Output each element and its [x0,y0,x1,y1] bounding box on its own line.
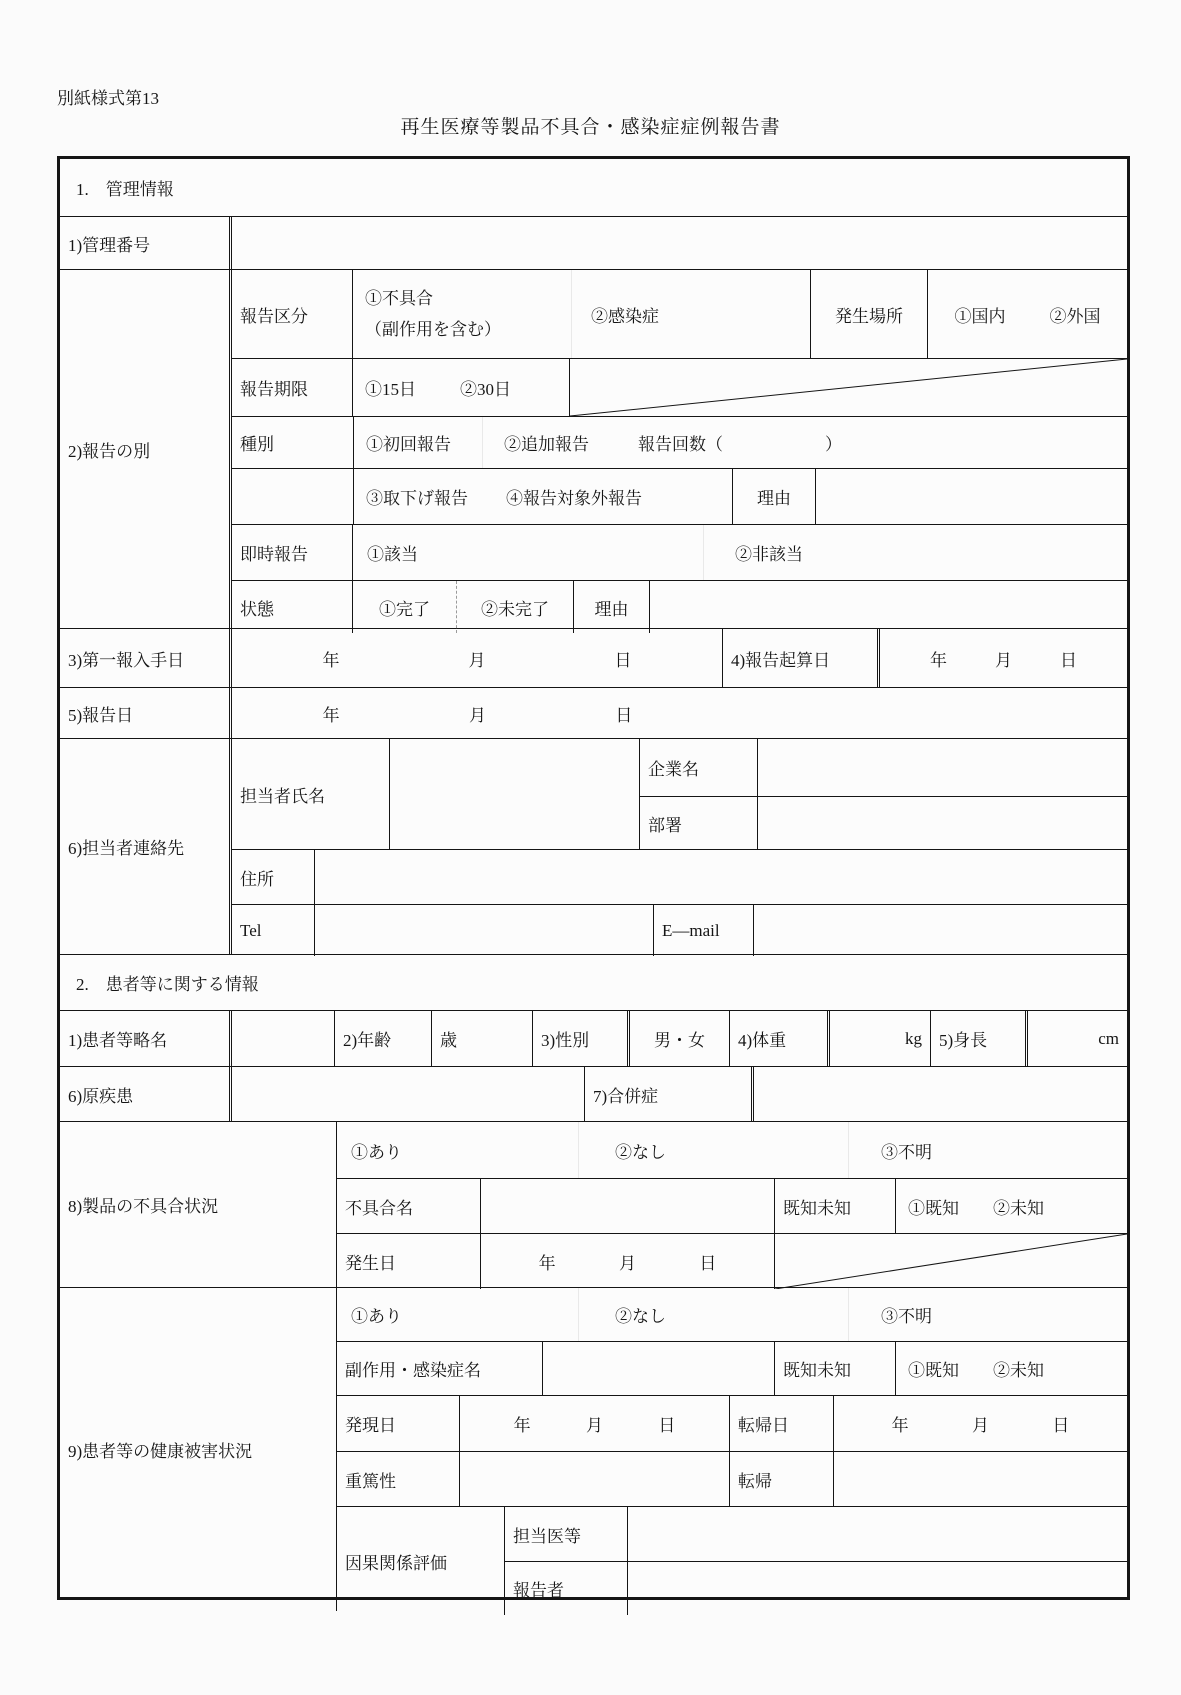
fukusayo-mei-input[interactable] [543,1342,775,1395]
tantosha-shimei-label: 担当者氏名 [232,739,390,849]
shikkan-row [60,1067,1127,1122]
section1-heading: 1. 管理情報 [76,180,174,199]
option-higai-fumei[interactable]: ③不明 [881,1307,932,1326]
gappeisho-label: 7)合併症 [585,1067,754,1121]
option-kichi[interactable]: ①既知 [908,1198,959,1218]
houkoku-betsu-block [60,270,1127,629]
jotai-label: 状態 [232,581,353,633]
option-kansensho[interactable]: ②感染症 [591,306,659,326]
email-input[interactable] [754,905,1127,956]
report-form-table [57,156,1130,1600]
date-day-label: 日 [614,650,632,670]
hassei-basho-label: 発生場所 [811,270,928,358]
hokokusha-row [505,1562,1127,1615]
date-year-label: 年 [322,650,340,670]
tel-label: Tel [232,905,315,956]
inga-row [337,1507,1127,1615]
busho-row [640,797,1127,849]
option-gaikoku[interactable]: ②外国 [1049,306,1101,326]
higai-ari-options [337,1288,1127,1341]
date-month-label: 月 [585,1416,603,1435]
shubetsu-riyu-input[interactable] [816,469,1127,524]
houkoku-kigen-label: 報告期限 [232,359,353,416]
higai-ari-row [337,1288,1127,1342]
hassei-basho-options [928,270,1127,358]
option-michi[interactable]: ②未知 [993,1361,1044,1380]
cell-divider [848,1122,849,1178]
date-day-label: 日 [1060,650,1077,670]
form-title: 再生医療等製品不具合・感染症症例報告書 [400,117,781,138]
shubetsu-row-2 [232,469,1127,525]
fukusayo-mei-row [337,1342,1127,1396]
daiippo-date-input[interactable] [232,629,723,687]
date-day-label: 日 [1052,1416,1070,1435]
date-month-label: 月 [618,1254,636,1273]
diagonal-strike [570,359,1127,416]
hasseibi-row [337,1234,1127,1289]
hatsugenbi-label: 発現日 [337,1396,460,1451]
houkokubi-label: 5)報告日 [60,688,232,738]
kisanbi-date-input[interactable] [880,629,1127,687]
date-month-label: 月 [468,705,486,725]
option-fuguai-ari[interactable]: ①あり [351,1142,402,1162]
daiippo-label: 3)第一報入手日 [60,629,232,687]
date-day-label: 日 [658,1416,676,1435]
date-day-label: 日 [699,1254,717,1273]
option-fuguai-note: （副作用を含む） [365,320,501,339]
option-higaito[interactable]: ②非該当 [735,545,803,564]
shubetsu-options-2 [353,469,733,524]
kigen-not-applicable-cell [570,359,1127,416]
section2-heading: 2. 患者等に関する情報 [76,975,259,994]
cell-divider [571,270,572,358]
tantoi-input[interactable] [628,1507,1127,1561]
date-year-label: 年 [538,1254,556,1273]
cell-divider [578,1288,579,1341]
date-year-label: 年 [891,1416,909,1435]
date-year-label: 年 [930,650,947,670]
tel-input[interactable] [315,905,654,956]
cell-divider [703,525,704,580]
busho-input[interactable] [758,797,1127,849]
date-month-label: 月 [468,650,486,670]
date-year-label: 年 [513,1416,531,1435]
taiju-input[interactable]: kg [830,1011,931,1066]
jotai-riyu-input[interactable] [650,581,1127,633]
kanri-bango-input[interactable] [232,217,1127,269]
fuguai-mei-row [337,1179,1127,1234]
option-15days[interactable]: ①15日 [365,380,416,399]
renrakusaki-block [60,739,1127,955]
jutoku-input[interactable] [460,1452,730,1506]
kichimichi-label-2: 既知未知 [775,1342,896,1395]
kichimichi-options-2 [896,1342,1127,1395]
kenko-higai-label: 9)患者等の健康被害状況 [60,1288,337,1611]
genshikkan-input[interactable] [232,1067,585,1121]
shubetsu-row-1 [232,417,1127,469]
tel-email-row [232,905,1127,956]
option-30days[interactable]: ②30日 [460,380,511,399]
cell-divider [482,417,483,468]
fuguai-jokyo-label: 8)製品の不具合状況 [60,1122,337,1287]
kichimichi-label-1: 既知未知 [775,1179,896,1233]
shincho-label: 5)身長 [931,1011,1028,1066]
option-taishogai-houkoku[interactable]: ④報告対象外報告 [506,489,642,508]
kigyomei-input[interactable] [758,739,1127,796]
hatsugenbi-row [337,1396,1127,1452]
inga-hyoka-label: 因果関係評価 [337,1507,505,1615]
genshikkan-label: 6)原疾患 [60,1067,232,1121]
seibetsu-input[interactable]: 男・女 [630,1011,730,1066]
kenko-higai-block [60,1288,1127,1611]
fuguai-jokyo-block [60,1122,1127,1288]
form-number-note: 別紙様式第13 [57,89,159,108]
nenrei-input[interactable]: 歳 [432,1011,533,1066]
option-higai-nashi[interactable]: ②なし [615,1307,666,1326]
inga-col [505,1507,1127,1615]
kanri-bango-label: 1)管理番号 [60,217,232,269]
tenki-input[interactable] [834,1452,1127,1506]
tantoi-row [505,1507,1127,1562]
houkoku-kubun-options [353,270,811,358]
seibetsu-label: 3)性別 [533,1011,630,1066]
daiippo-kisanbi-row [60,629,1127,688]
shubetsu-label: 種別 [240,435,274,454]
shubetsu-riyu-label: 理由 [733,469,816,524]
jutoku-label: 重篤性 [337,1452,460,1506]
kenko-higai-body [337,1288,1127,1611]
date-month-label: 月 [995,650,1012,670]
option-fuguai-fumei[interactable]: ③不明 [881,1142,932,1162]
section2-header-row [60,955,1127,1011]
houkokubi-date-input[interactable] [232,688,723,738]
tenki-label: 転帰 [730,1452,834,1506]
sokuji-options [353,525,1127,580]
renrakusaki-label: 6)担当者連絡先 [60,739,232,954]
tenkibi-label: 転帰日 [730,1396,834,1451]
hokokusha-label: 報告者 [505,1562,628,1615]
nenrei-label: 2)年齢 [335,1011,432,1066]
option-higai-ari[interactable]: ①あり [351,1307,402,1326]
jutoku-row [337,1452,1127,1507]
kigyo-busho-col [640,739,1127,849]
sokuji-houkoku-row [232,525,1127,581]
option-kanryo[interactable]: ①完了 [353,581,457,633]
date-day-label: 日 [615,705,633,725]
kichimichi-options-1 [896,1179,1127,1233]
date-month-label: 月 [971,1416,989,1435]
houkoku-betsu-body [232,270,1127,628]
tantoi-label: 担当医等 [505,1507,628,1561]
option-fuguai-nashi[interactable]: ②なし [615,1142,666,1162]
houkoku-kubun-label: 報告区分 [232,270,353,358]
patient-row [60,1011,1127,1067]
hatsugenbi-date-input[interactable] [460,1396,730,1451]
jotai-riyu-label: 理由 [574,581,650,633]
kisanbi-label: 4)報告起算日 [723,629,880,687]
houkoku-kigen-row [232,359,1127,417]
diagonal-strike [775,1234,1127,1289]
houkoku-kubun-row [232,270,1127,359]
tantosha-row [232,739,1127,850]
option-tsuika-houkoku[interactable]: ②追加報告 [504,435,589,454]
option-torisage-houkoku[interactable]: ③取下げ報告 [366,489,468,508]
fuguai-jokyo-body [337,1122,1127,1287]
renrakusaki-body [232,739,1127,954]
jusho-input[interactable] [315,850,1127,904]
fuguai-ari-options [337,1122,1127,1178]
jusho-label: 住所 [232,850,315,904]
fuguai-mei-input[interactable] [481,1179,775,1233]
option-kokunai[interactable]: ①国内 [954,306,1006,326]
date-year-label: 年 [322,705,340,725]
option-michi[interactable]: ②未知 [993,1198,1044,1218]
shubetsu-options-1 [353,417,1127,468]
option-fuguai-text: ①不具合 [365,289,433,308]
cell-divider [848,1288,849,1341]
fuguai-mei-label: 不具合名 [337,1179,481,1233]
houkoku-kaisu-field[interactable]: 報告回数（ ） [638,435,842,454]
gappeisho-input[interactable] [754,1067,1127,1121]
cell-divider [578,1122,579,1178]
busho-label: 部署 [640,797,758,849]
kigyomei-row [640,739,1127,797]
option-kichi[interactable]: ①既知 [908,1361,959,1380]
houkoku-kigen-options [353,359,570,416]
jusho-row [232,850,1127,905]
ryakumei-input[interactable] [232,1011,335,1066]
hasseibi-date-input[interactable] [481,1234,775,1289]
option-shokai-houkoku[interactable]: ①初回報告 [366,435,451,454]
tenkibi-date-input[interactable] [834,1396,1127,1451]
shincho-input[interactable]: cm [1098,1028,1119,1048]
shubetsu-label-cont [232,469,353,524]
option-fuguai[interactable] [365,283,501,345]
jotai-row [232,581,1127,633]
kigyomei-label: 企業名 [640,739,758,796]
option-gaito[interactable]: ①該当 [367,545,418,564]
fukusayo-mei-label: 副作用・感染症名 [337,1342,543,1395]
email-label: E—mail [654,905,754,956]
ryakumei-label: 1)患者等略名 [60,1011,232,1066]
hasseibi-not-applicable-cell [775,1234,1127,1289]
hasseibi-label: 発生日 [337,1234,481,1289]
houkoku-betsu-label: 2)報告の別 [60,270,232,628]
tantosha-shimei-input[interactable] [390,739,640,849]
sokuji-houkoku-label: 即時報告 [232,525,353,580]
option-mikanryo[interactable]: ②未完了 [457,581,574,633]
section1-header-row [60,159,1127,217]
houkokubi-spacer [723,688,1127,738]
taiju-label: 4)体重 [730,1011,830,1066]
hokokusha-input[interactable] [628,1562,1127,1615]
kanri-bango-row [60,217,1127,270]
houkokubi-row [60,688,1127,739]
fuguai-ari-row [337,1122,1127,1179]
